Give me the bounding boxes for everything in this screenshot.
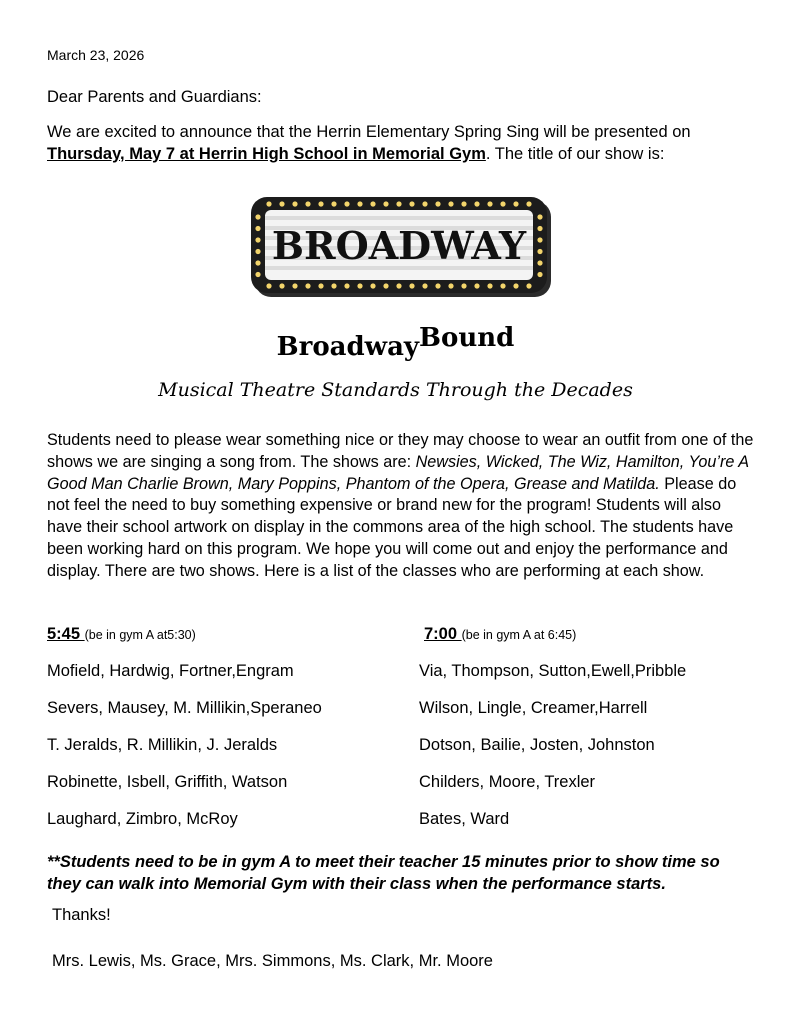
body-paragraph	[47, 430, 759, 583]
marquee-bulb	[357, 283, 362, 288]
marquee-bulb	[487, 201, 492, 206]
intro-text-start: We are excited to announce that the Herrin Elementary Spring Sing will be presented on	[47, 123, 691, 141]
marquee-bulb	[448, 201, 453, 206]
marquee-bulb	[409, 201, 414, 206]
show-title-word-2: Bound	[419, 323, 515, 353]
marquee-bulb	[461, 201, 466, 206]
class-group: Dotson, Bailie, Josten, Johnston	[419, 736, 655, 754]
class-group: Wilson, Lingle, Creamer,Harrell	[419, 699, 648, 717]
marquee-bulb	[526, 201, 531, 206]
marquee-bulb	[255, 237, 260, 242]
marquee-bulb	[422, 201, 427, 206]
marquee-bulb	[266, 201, 271, 206]
marquee-bulb	[537, 260, 542, 265]
class-group: T. Jeralds, R. Millikin, J. Jeralds	[47, 736, 278, 754]
marquee-bulb	[396, 201, 401, 206]
marquee-bulb	[537, 272, 542, 277]
marquee-bulb	[422, 283, 427, 288]
marquee-bulb	[409, 283, 414, 288]
marquee-bulb	[370, 283, 375, 288]
marquee-bulb	[474, 283, 479, 288]
intro-text-end: . The title of our show is:	[485, 145, 665, 163]
marquee-bulb	[513, 201, 518, 206]
show-time-1: 5:45	[47, 625, 85, 643]
marquee-bulb	[279, 201, 284, 206]
show-time-2: 7:00	[424, 625, 462, 643]
body-text-2: Please do not feel the need to buy something expensive or brand new for the program! Students will also have their school artwork on display in the commons area of the high school. The students have been working hard on this program. We hope you will come out and enjoy the performance and display. There are two shows. Here is a list of the classes who are performing at each show.	[47, 474, 737, 580]
marquee-bulb	[461, 283, 466, 288]
marquee-bulb	[383, 201, 388, 206]
marquee-bulb	[448, 283, 453, 288]
letter-date: March 23, 2026	[47, 47, 145, 63]
marquee-bulb	[537, 214, 542, 219]
marquee-bulb	[513, 283, 518, 288]
marquee-bulb	[537, 249, 542, 254]
greeting: Dear Parents and Guardians:	[47, 88, 262, 106]
marquee-bulb	[474, 201, 479, 206]
class-list-first-show	[47, 660, 322, 845]
marquee-bulb	[344, 283, 349, 288]
show-time-header-1	[47, 625, 196, 644]
marquee-bulb	[357, 201, 362, 206]
body-text-1: Students need to please wear something nice or they may choose to wear an outfit from one of the shows we are singing a song from. The shows are:	[47, 431, 754, 471]
intro-paragraph	[47, 121, 757, 165]
marquee-bulb	[537, 226, 542, 231]
marquee-bulb	[292, 283, 297, 288]
class-group: Bates, Ward	[419, 810, 510, 828]
signature: Mrs. Lewis, Ms. Grace, Mrs. Simmons, Ms. Clark, Mr. Moore	[52, 952, 493, 970]
marquee-bulb	[331, 201, 336, 206]
marquee-bulb	[344, 201, 349, 206]
show-list: Newsies, Wicked, The Wiz, Hamilton, You’re A Good Man Charlie Brown, Mary Poppins, Phantom of the Opera, Grease and Matilda.	[47, 452, 749, 493]
marquee-bulb	[500, 283, 505, 288]
marquee-bulb	[255, 272, 260, 277]
show-title-word-1: Broadway	[276, 332, 420, 362]
marquee-bulb	[396, 283, 401, 288]
class-group: Severs, Mausey, M. Millikin,Speraneo	[47, 699, 322, 717]
marquee-bulb	[305, 201, 310, 206]
class-group: Childers, Moore, Trexler	[419, 773, 596, 791]
show-title	[0, 323, 791, 362]
show-time-note-1: (be in gym A at5:30)	[84, 628, 196, 642]
class-group: Robinette, Isbell, Griffith, Watson	[47, 773, 288, 791]
marquee-bulb	[435, 201, 440, 206]
marquee-bulb	[266, 283, 271, 288]
broadway-marquee-sign	[251, 195, 551, 297]
event-details: Thursday, May 7 at Herrin High School in Memorial Gym	[47, 145, 486, 163]
marquee-bulb	[305, 283, 310, 288]
class-group: Laughard, Zimbro, McRoy	[47, 810, 238, 828]
marquee-bulb	[318, 201, 323, 206]
marquee-text: BROADWAY	[271, 223, 527, 268]
marquee-bulb	[331, 283, 336, 288]
marquee-bulb	[537, 237, 542, 242]
show-time-header-2	[424, 625, 576, 644]
marquee-bulb	[255, 226, 260, 231]
class-group: Mofield, Hardwig, Fortner,Engram	[47, 662, 294, 680]
marquee-bulb	[292, 201, 297, 206]
class-group: Via, Thompson, Sutton,Ewell,Pribble	[419, 662, 687, 680]
thanks: Thanks!	[52, 906, 111, 924]
marquee-bulb	[435, 283, 440, 288]
marquee-bulb	[255, 249, 260, 254]
marquee-bulb	[255, 260, 260, 265]
marquee-bulb	[318, 283, 323, 288]
show-subtitle: Musical Theatre Standards Through the Decades	[158, 379, 633, 401]
marquee-bulb	[526, 283, 531, 288]
marquee-bulb	[370, 201, 375, 206]
arrival-note: **Students need to be in gym A to meet their teacher 15 minutes prior to show time so they can walk into Memorial Gym with their class when the performance starts.	[47, 853, 720, 893]
class-list-second-show	[419, 660, 686, 845]
marquee-bulb	[487, 283, 492, 288]
marquee-bulb	[279, 283, 284, 288]
marquee-bulb	[255, 214, 260, 219]
marquee-bulb	[500, 201, 505, 206]
show-time-note-2: (be in gym A at 6:45)	[461, 628, 577, 642]
marquee-bulb	[383, 283, 388, 288]
